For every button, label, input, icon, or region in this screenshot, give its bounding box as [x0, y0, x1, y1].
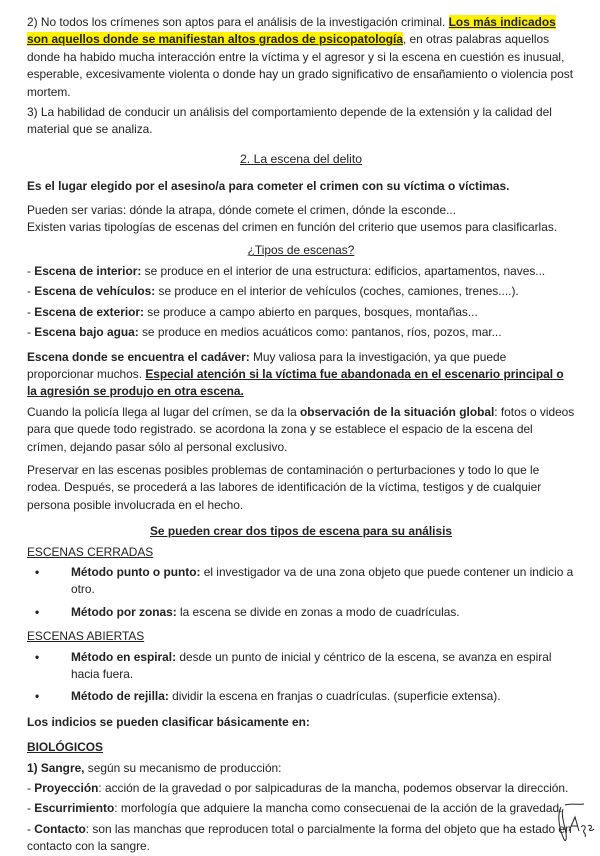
police-paragraph	[27, 404, 575, 456]
method-label: Método por zonas:	[71, 604, 177, 619]
text: 2) No todos los crímenes son aptos para el análisis de la investigación criminal.	[27, 15, 449, 29]
dash: -	[27, 781, 35, 796]
highlighted-text: Los más indicados son aquellos donde se manifiestan altos grados de psicopatología	[27, 15, 556, 47]
type-text: se produce en el interior de vehículos (coches, camiones, trenes....).	[155, 284, 519, 299]
closed-scenes-title: ESCENAS CERRADAS	[27, 544, 154, 559]
blood-item	[27, 800, 575, 817]
dash: -	[27, 263, 35, 278]
list-item	[27, 649, 575, 684]
list-item	[27, 564, 575, 599]
open-methods-list	[27, 649, 575, 706]
blood-item-text: : acción de la gravedad o por salpicaduras de la mancha, podemos observar la dirección.	[98, 781, 569, 796]
scene-definition: Es el lugar elegido por el asesino/a para cometer el crimen con su víctima o víctimas.	[27, 179, 510, 194]
blood-item-label: Proyección	[34, 781, 99, 796]
type-text: se produce en el interior de una estructura: edificios, apartamentos, naves...	[141, 263, 546, 278]
type-item	[27, 304, 575, 321]
document-page	[27, 14, 575, 856]
blood-item-label: Contacto	[34, 821, 86, 836]
type-label: Escena de exterior:	[34, 304, 144, 319]
paragraph-2	[27, 14, 575, 101]
corpse-text: Muy valiosa para la investigación, ya que puede proporcionar muchos.	[27, 349, 507, 381]
scene-line-2: Existen varias tipologías de escenas del crimen en función del criterio que usemos para clasificarlas.	[27, 220, 558, 235]
method-text: la escena se divide en zonas a modo de cuadrículas.	[176, 604, 460, 619]
type-label: Escena bajo agua:	[34, 325, 139, 340]
type-label: Escena de interior:	[34, 263, 142, 278]
paragraph-3: 3) La habilidad de conducir un análisis del comportamiento depende de la extensión y la calidad del material que se analiza.	[27, 105, 552, 137]
dash: -	[27, 821, 35, 836]
blood-item	[27, 780, 575, 797]
corpse-label: Escena donde se encuentra el cadáver:	[27, 349, 250, 364]
blood-label: 1) Sangre,	[27, 760, 85, 775]
author-signature	[551, 797, 597, 847]
blood-item	[27, 821, 575, 856]
type-item	[27, 283, 575, 300]
blood-text: según su mecanismo de producción:	[84, 760, 282, 775]
dash: -	[27, 801, 35, 816]
blood-heading	[27, 760, 575, 777]
open-scenes-title: ESCENAS ABIERTAS	[27, 629, 145, 644]
analysis-title: Se pueden crear dos tipos de escena para su análisis	[149, 524, 452, 539]
corpse-scene-paragraph	[27, 349, 575, 401]
bold-text: observación de la situación global	[300, 404, 495, 419]
method-text: dividir la escena en franjas o cuadrículas. (superficie extensa).	[168, 689, 501, 704]
type-text: se produce a campo abierto en parques, bosques, montañas...	[143, 304, 478, 319]
preserve-paragraph: Preservar en las escenas posibles problemas de contaminación o perturbaciones y todo lo que le rodea. Después, se procederá a las labores de identificación de la víctima, testigos y de cualquier persona posible involucrada en el hecho.	[27, 462, 542, 512]
method-text: desde un punto de inicial y céntrico de la escena, se avanza en espiral hacia fuera.	[71, 649, 552, 681]
evidence-intro: Los indicios se pueden clasificar básicamente en:	[27, 714, 310, 729]
text: , en otras palabras aquellos donde ha habido mucha interacción entre la víctima y el agresor y si la escena en cuestión es inusual, esperable, excesivamente violenta o donde hay un grado significativo de ensañamiento o violencia post mortem.	[27, 32, 573, 99]
corpse-emphasis: Especial atención si la víctima fue abandonada en el escenario principal o la agresión se produjo en otra escena.	[27, 366, 564, 399]
method-text: el investigador va de una zona objeto que puede contener un indicio a otro.	[71, 564, 574, 597]
type-item	[27, 263, 575, 280]
blood-item-text: : son las manchas que reproducen total o parcialmente la forma del objeto que ha estado en contacto con la sangre.	[27, 821, 572, 854]
type-item	[27, 324, 575, 341]
blood-item-label: Escurrimiento	[34, 801, 115, 816]
method-label: Método punto o punto:	[71, 564, 201, 579]
text: Cuando la policía llega al lugar del crímen, se da la	[27, 404, 300, 419]
blood-item-text: : morfología que adquiere la mancha como consecuenai de la acción de la gravedad.	[114, 801, 563, 816]
text: : fotos o videos para que quede todo registrado. se acordona la zona y se establece el espacio de la escena del crímen, dejando pasar sólo al personal exclusivo.	[27, 404, 575, 454]
method-label: Método en espiral:	[71, 649, 177, 664]
scene-line-1: Pueden ser varias: dónde la atrapa, dónde comete el crimen, dónde la esconde...	[27, 202, 456, 217]
closed-methods-list	[27, 564, 575, 621]
list-item	[27, 688, 575, 705]
types-list	[27, 263, 575, 342]
dash: -	[27, 284, 35, 299]
method-label: Método de rejilla:	[71, 689, 169, 704]
biological-title: BIOLÓGICOS	[27, 740, 103, 755]
list-item	[27, 604, 575, 621]
dash: -	[27, 325, 35, 340]
types-title: ¿Tipos de escenas?	[247, 243, 355, 258]
section-title: 2. La escena del delito	[240, 151, 362, 166]
dash: -	[27, 304, 35, 319]
type-text: se produce en medios acuáticos como: pantanos, ríos, pozos, mar...	[138, 325, 502, 340]
type-label: Escena de vehículos:	[34, 284, 156, 299]
